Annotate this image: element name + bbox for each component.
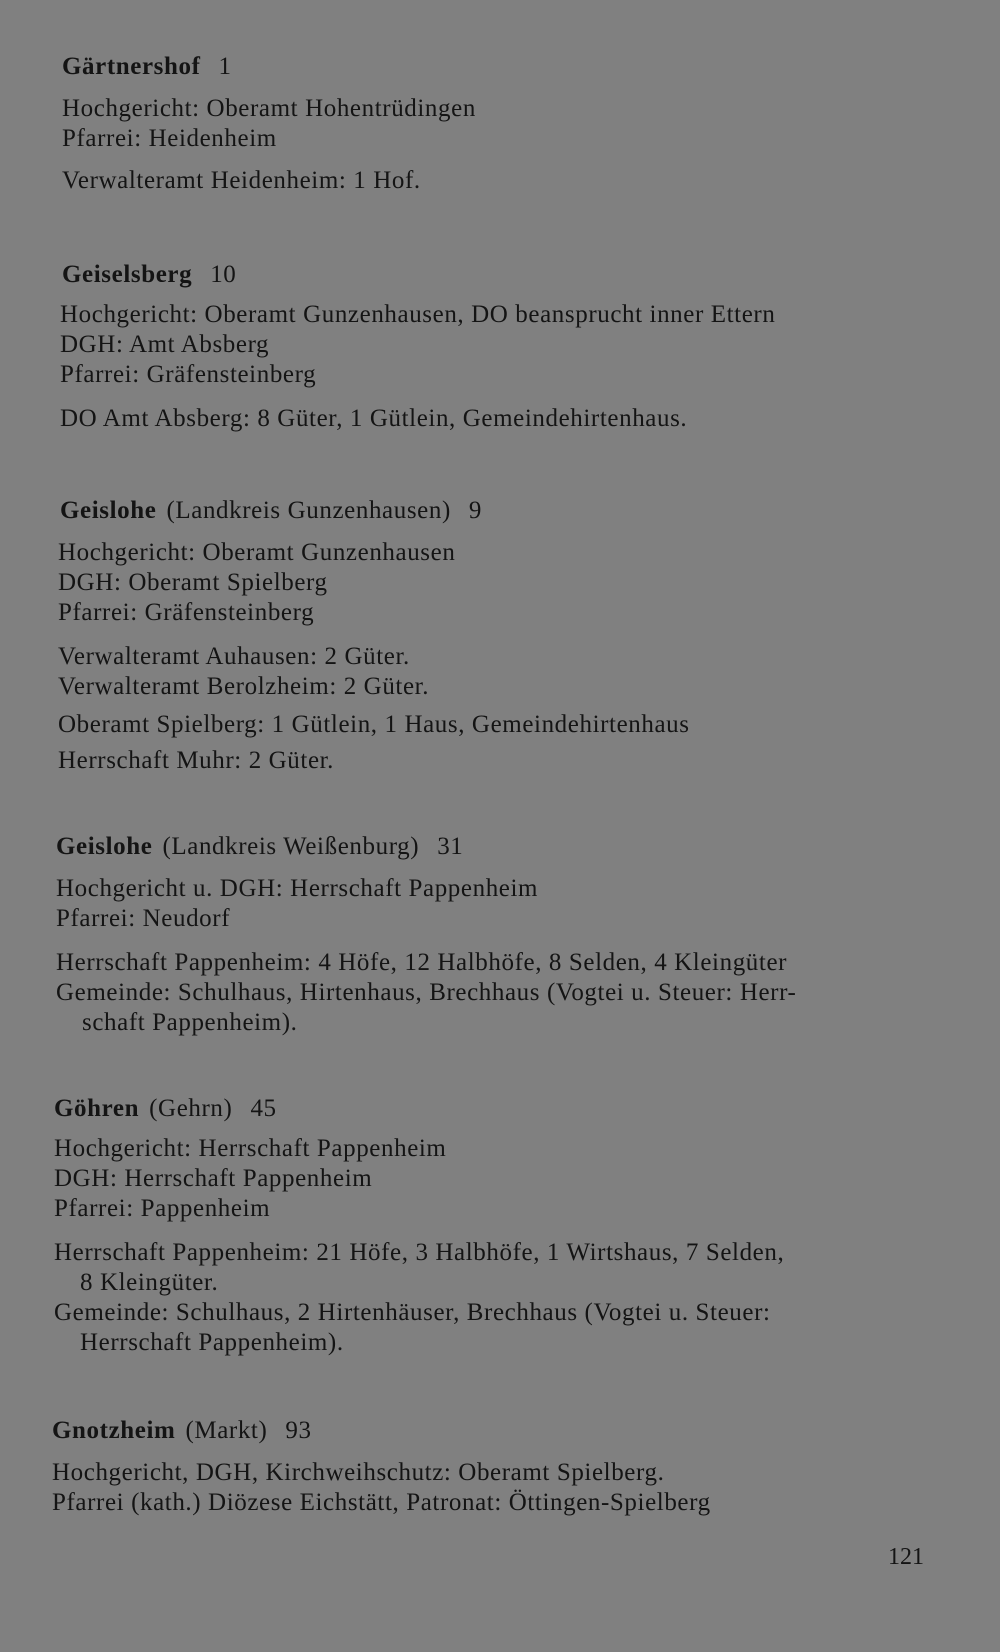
entry-line: Hochgericht u. DGH: Herrschaft Pappenheim	[56, 875, 539, 902]
entry-line: Pfarrei: Gräfensteinberg	[60, 361, 317, 388]
entry-line: Pfarrei: Neudorf	[56, 905, 231, 932]
place-count: 1	[218, 53, 232, 80]
entry-line: DGH: Amt Absberg	[60, 331, 270, 358]
entry-line: Herrschaft Pappenheim: 21 Höfe, 3 Halbhöfe, 1 Wirtshaus, 7 Selden,	[54, 1239, 785, 1266]
entry-line: Verwalteramt Berolzheim: 2 Güter.	[58, 673, 430, 700]
entry-heading	[60, 496, 482, 526]
entry-line: Hochgericht: Oberamt Hohentrüdingen	[62, 95, 476, 122]
place-name: Gärtnershof	[62, 53, 201, 80]
place-count: 31	[437, 833, 464, 860]
place-qualifier: (Landkreis Gunzenhausen)	[166, 497, 451, 524]
entry-heading	[56, 832, 463, 862]
entry-line: Verwalteramt Auhausen: 2 Güter.	[58, 643, 410, 670]
entry-line: Oberamt Spielberg: 1 Gütlein, 1 Haus, Gemeindehirtenhaus	[58, 711, 690, 738]
entry-line: Pfarrei (kath.) Diözese Eichstätt, Patronat: Öttingen-Spielberg	[52, 1489, 711, 1516]
entry-line: Pfarrei: Gräfensteinberg	[58, 599, 315, 626]
entry-line: Verwalteramt Heidenheim: 1 Hof.	[62, 167, 421, 194]
place-name: Geislohe	[60, 497, 157, 524]
place-count: 93	[285, 1417, 312, 1444]
entry-line: Pfarrei: Pappenheim	[54, 1195, 271, 1222]
entry-line: Hochgericht: Oberamt Gunzenhausen	[58, 539, 456, 566]
entry-heading	[62, 260, 236, 290]
entry-heading	[54, 1094, 277, 1124]
entry-line: Gemeinde: Schulhaus, 2 Hirtenhäuser, Brechhaus (Vogtei u. Steuer:	[54, 1299, 771, 1326]
page-number: 121	[888, 1544, 924, 1570]
place-qualifier: (Gehrn)	[149, 1095, 233, 1122]
entry-line: Hochgericht: Oberamt Gunzenhausen, DO beansprucht inner Ettern	[60, 301, 776, 328]
place-name: Göhren	[54, 1095, 140, 1122]
entry-line: DO Amt Absberg: 8 Güter, 1 Gütlein, Gemeindehirtenhaus.	[60, 405, 688, 432]
entry-line: Hochgericht, DGH, Kirchweihschutz: Oberamt Spielberg.	[52, 1459, 665, 1486]
place-name: Geislohe	[56, 833, 153, 860]
entry-line: schaft Pappenheim).	[82, 1009, 298, 1036]
place-count: 9	[468, 497, 483, 524]
place-qualifier: (Markt)	[185, 1417, 268, 1444]
entry-line: Gemeinde: Schulhaus, Hirtenhaus, Brechhaus (Vogtei u. Steuer: Herr-	[56, 979, 797, 1006]
entry-line: Herrschaft Pappenheim: 4 Höfe, 12 Halbhöfe, 8 Selden, 4 Kleingüter	[56, 949, 788, 976]
entry-heading	[52, 1416, 312, 1446]
place-count: 45	[250, 1095, 277, 1122]
entry-heading	[62, 52, 232, 82]
place-name: Geiselsberg	[62, 261, 193, 288]
place-count: 10	[210, 261, 237, 288]
entry-line: DGH: Oberamt Spielberg	[58, 569, 328, 596]
entry-line: Herrschaft Muhr: 2 Güter.	[58, 747, 335, 774]
entry-line: Hochgericht: Herrschaft Pappenheim	[54, 1135, 447, 1162]
entry-line: Herrschaft Pappenheim).	[80, 1329, 344, 1356]
entry-line: Pfarrei: Heidenheim	[62, 125, 277, 152]
entry-line: 8 Kleingüter.	[80, 1269, 219, 1296]
place-name: Gnotzheim	[52, 1417, 176, 1444]
place-qualifier: (Landkreis Weißenburg)	[162, 833, 420, 860]
entry-line: DGH: Herrschaft Pappenheim	[54, 1165, 373, 1192]
